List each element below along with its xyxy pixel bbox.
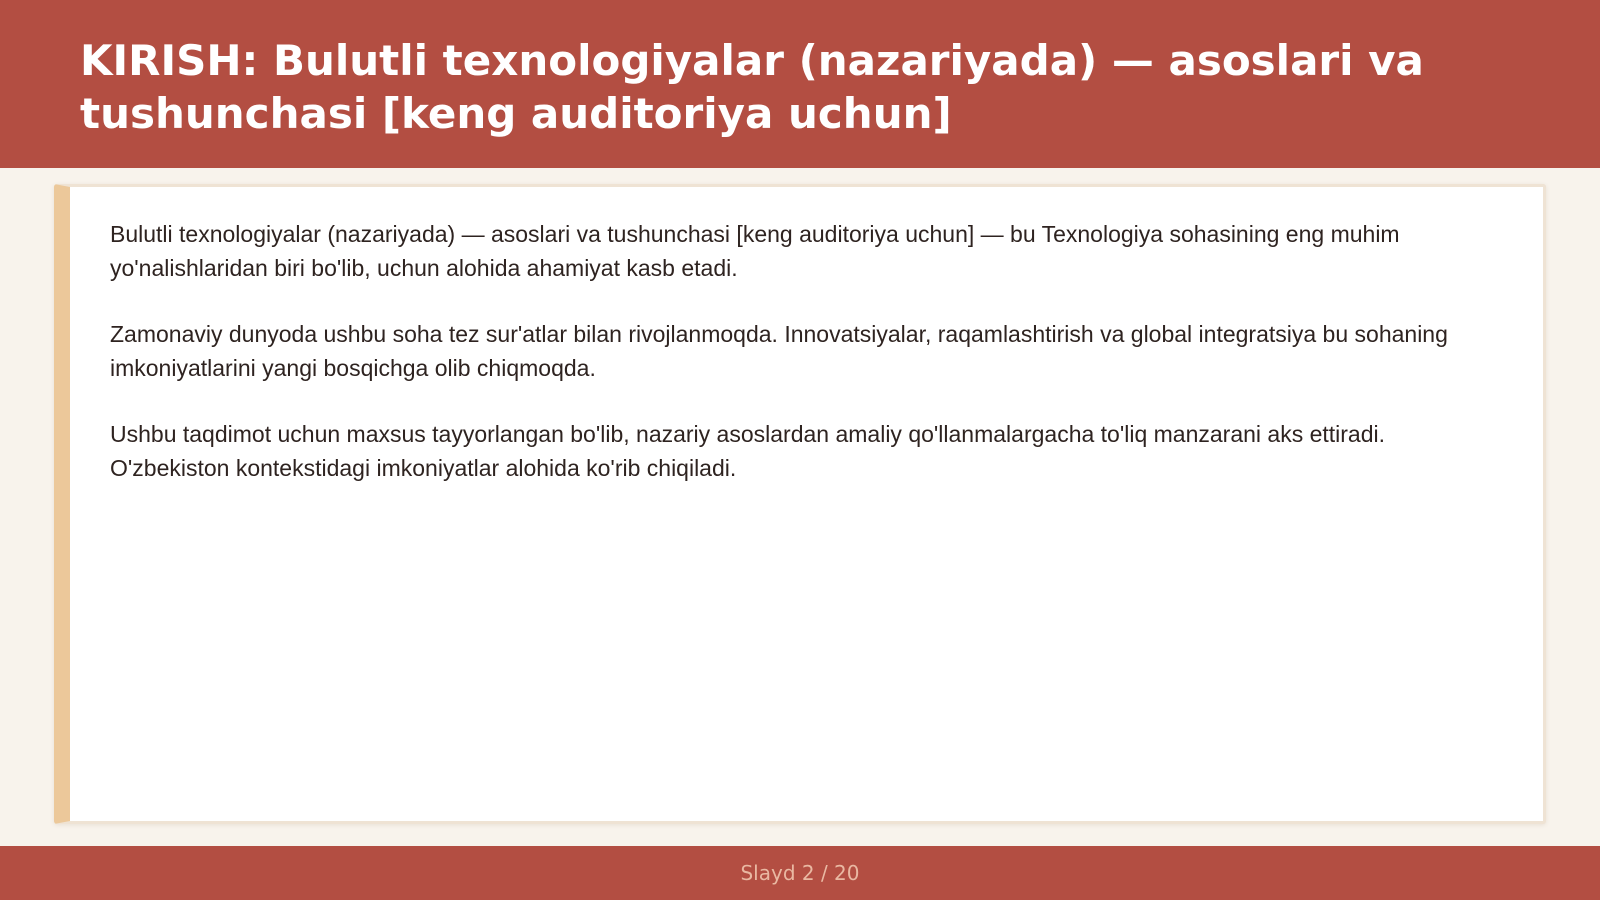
- slide-title: KIRISH: Bulutli texnologiyalar (nazariyada) — asoslari va tushunchasi [keng auditoriya uchun]: [80, 36, 1424, 138]
- paragraph-modern-world: Zamonaviy dunyoda ushbu soha tez sur'atlar bilan rivojlanmoqda. Innovatsiyalar, raqamlashtirish va global integratsiya bu sohaning imkoniyatlarini yangi bosqichga olib chiqmoqda.: [110, 321, 1448, 381]
- slide-footer: [0, 846, 1600, 900]
- paragraph-presentation: Ushbu taqdimot uchun maxsus tayyorlangan bo'lib, nazariy asoslardan amaliy qo'llanmalargacha to'liq manzarani aks ettiradi. O'zbekiston kontekstidagi imkoniyatlar alohida ko'rib chiqiladi.: [110, 421, 1386, 481]
- slide-counter: Slayd 2 / 20: [740, 861, 860, 885]
- slide-header: [0, 0, 1600, 168]
- content-card: [54, 184, 1546, 824]
- paragraph-intro: Bulutli texnologiyalar (nazariyada) — asoslari va tushunchasi [keng auditoriya uchun] — bu Texnologiya sohasining eng muhim yo'nalishlaridan biri bo'lib, uchun alohida ahamiyat kasb etadi.: [110, 221, 1400, 281]
